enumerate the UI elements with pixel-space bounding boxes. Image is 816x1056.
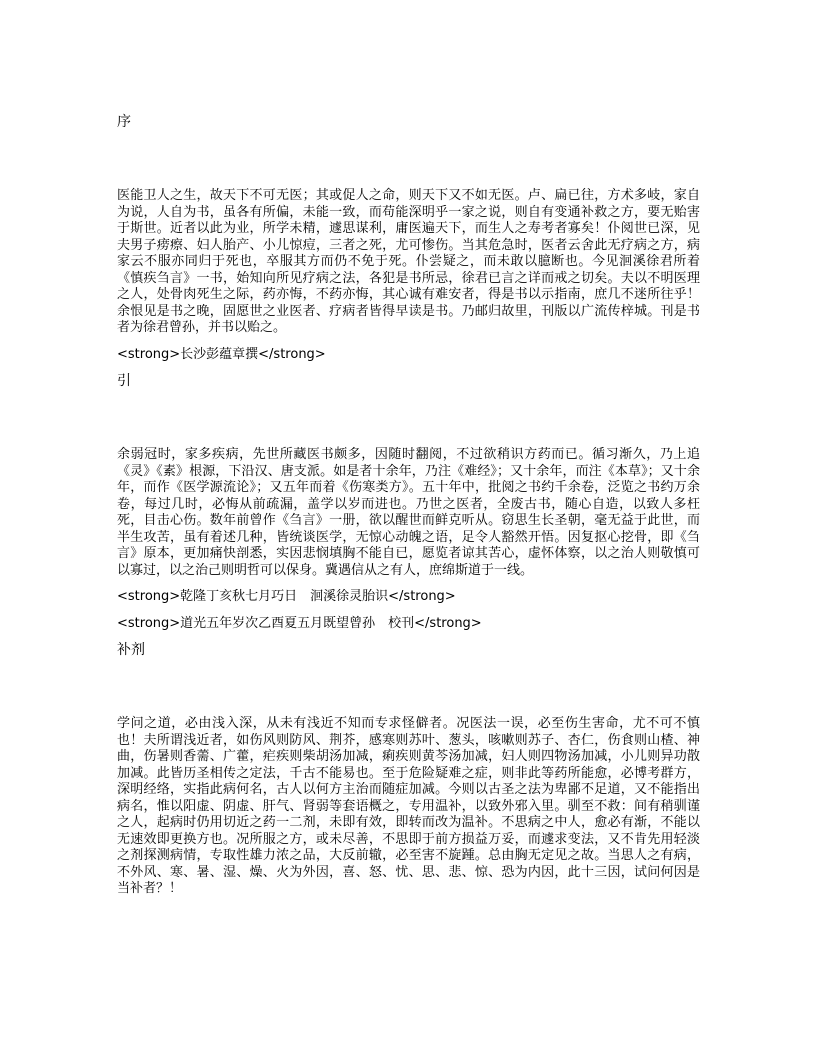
tonics-paragraph: 学问之道，必由浅入深，从未有浅近不知而专求怪僻者。况医法一误，必至伤生害命，尤不可不慎也！夫所谓浅近者，如伤风则防风、荆芥，感寒则苏叶、葱头，咳嗽则苏子、杏仁，伤食则山楂、神曲，伤暑则香薷、广藿，疟疾则柴胡汤加减，痢疾则黄芩汤加减，妇人则四物汤加减，小儿则异功散加减。此皆历圣相传之定法，千古不能易也。至于危险疑难之症，则非此等药所能愈，必博考群方，深明经络，实指此病何名，古人以何方主治而随症加减。今则以古圣之法为卑鄙不足道，又不能指出病名，惟以阳虚、阴虚、肝气、肾弱等套语概之，专用温补，以致外邪入里。驯至不救：间有稍驯谨之人，起病时仍用切近之药一二剂，未即有效，即转而改为温补。不思病之中人，愈必有渐，不能以无速效即更换方也。况所服之方，或未尽善，不思即于前方损益万妥，而遽求变法，又不肯先用轻淡之剂探测病情，专取性雄力浓之品，大反前辙，必至害不旋踵。总由胸无定见之故。当思人之有病，不外风、寒、暑、湿、燥、火为外因，喜、怒、忧、思、悲、惊、恐为内因，此十三因，试问何因是当补者？！	[117, 716, 700, 896]
section-title-preface: 序	[117, 114, 131, 130]
preface-signature-line: <strong>长沙彭蕴章撰</strong>	[117, 346, 326, 362]
introduction-paragraph: 余弱冠时，家多疾病，先世所藏医书颇多，因随时翻阅，不过欲稍识方药而已。循习渐久，乃上追《灵》《素》根源，下沿汉、唐支派。如是者十余年，乃注《难经》；又十余年，而注《本草》；又十余年，而作《医学源流论》；又五年而着《伤寒类方》。五十年中，批阅之书约千余卷，泛览之书约万余卷，每过几时，必悔从前疏漏，盖学以岁而进也。乃世之医者，全废古书，随心自造，以致人多枉死，目击心伤。数年前曾作《刍言》一册，欲以醒世而鲜克听从。窃思生长圣朝，毫无益于此世，而半生攻苦，虽有着述几种，皆统谈医学，无惊心动魄之语，足令人豁然开悟。因复抠心挖骨，即《刍言》原本，更加痛快剖悉，实因悲悯填胸不能自已，愿览者谅其苦心，虚怀体察，以之治人则敬慎可以寡过，以之治己则明哲可以保身。冀遇信从之有人，庶绵斯道于一线。	[117, 447, 700, 578]
section-preface	[117, 114, 700, 363]
preface-paragraph: 医能卫人之生，故天下不可无医；其或促人之命，则天下又不如无医。卢、扁已往，方术多岐，家自为说，人自为书，虽各有所偏，未能一致，而苟能深明乎一家之说，则自有变通补救之方，要无贻害于斯世。近者以此为业，所学未精，遽思谋利，庸医遍天下，而生人之寿考者寡矣！仆阅世已深，见夫男子痨瘵、妇人胎产、小儿惊痘，三者之死，尤可惨伤。当其危急时，医者云舍此无疗病之方，病家云不服亦同归于死也，卒服其方而仍不免于死。仆尝疑之，而未敢以臆断也。今见洄溪徐君所着《慎疾刍言》一书，始知向所见疗病之法，各犯是书所忌，徐君已言之详而戒之切矣。夫以不明医理之人，处骨肉死生之际，药亦悔，不药亦悔，其心诚有难安者，得是书以示指南，庶几不迷所往乎！余恨见是书之晚，固愿世之业医者、疗病者皆得早读是书。乃邮归故里，刊版以广流传梓城。刊是书者为徐君曾孙，并书以贻之。	[117, 188, 700, 335]
section-tonics	[117, 642, 700, 898]
introduction-signature-line-2: <strong>道光五年岁次乙酉夏五月既望曾孙 校刊</strong>	[117, 615, 482, 631]
introduction-signature-line-1: <strong>乾隆丁亥秋七月巧日 洄溪徐灵胎识</strong>	[117, 589, 456, 604]
section-introduction	[117, 373, 700, 632]
section-title-tonics: 补剂	[117, 642, 145, 658]
section-title-introduction: 引	[117, 373, 131, 389]
